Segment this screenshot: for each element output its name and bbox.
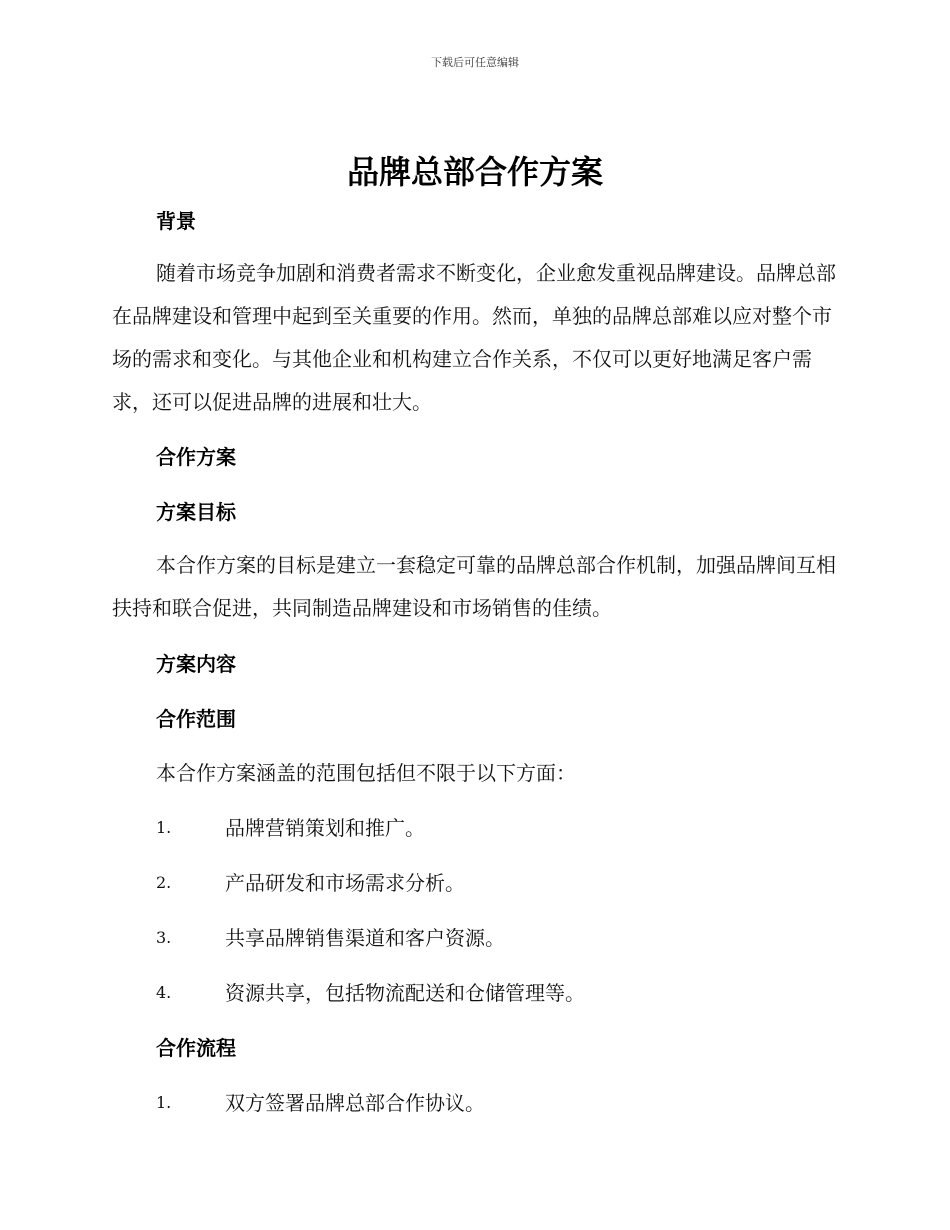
list-number: 3. [156, 928, 172, 947]
list-text: 产品研发和市场需求分析。 [225, 871, 465, 895]
paragraph-goal: 本合作方案的目标是建立一套稳定可靠的品牌总部合作机制，加强品牌间互相扶持和联合促进，共同制造品牌建设和市场销售的佳绩。 [112, 553, 836, 620]
scope-intro: 本合作方案涵盖的范围包括但不限于以下方面： [156, 761, 576, 785]
heading-process: 合作流程 [156, 1036, 236, 1060]
header-note: 下载后可任意编辑 [431, 56, 519, 69]
list-number: 1. [156, 818, 172, 837]
heading-goal: 方案目标 [156, 500, 236, 524]
heading-scope: 合作范围 [156, 707, 236, 731]
heading-content: 方案内容 [156, 652, 236, 676]
list-item [156, 925, 856, 951]
document-title: 品牌总部合作方案 [346, 153, 603, 191]
list-number: 1. [156, 1093, 172, 1112]
heading-plan: 合作方案 [156, 445, 236, 469]
list-text: 资源共享，包括物流配送和仓储管理等。 [225, 981, 585, 1005]
list-text: 双方签署品牌总部合作协议。 [225, 1091, 485, 1115]
list-number: 4. [156, 983, 172, 1002]
list-item [156, 815, 856, 841]
list-item [156, 1090, 856, 1116]
list-item [156, 870, 856, 896]
list-text: 品牌营销策划和推广。 [225, 816, 425, 840]
list-item [156, 980, 856, 1006]
heading-background: 背景 [156, 209, 196, 233]
list-text: 共享品牌销售渠道和客户资源。 [225, 926, 505, 950]
paragraph-background: 随着市场竞争加剧和消费者需求不断变化，企业愈发重视品牌建设。品牌总部在品牌建设和管理中起到至关重要的作用。然而，单独的品牌总部难以应对整个市场的需求和变化。与其他企业和机构建立合作关系，不仅可以更好地满足客户需求，还可以促进品牌的进展和壮大。 [112, 261, 836, 414]
list-number: 2. [156, 873, 172, 892]
